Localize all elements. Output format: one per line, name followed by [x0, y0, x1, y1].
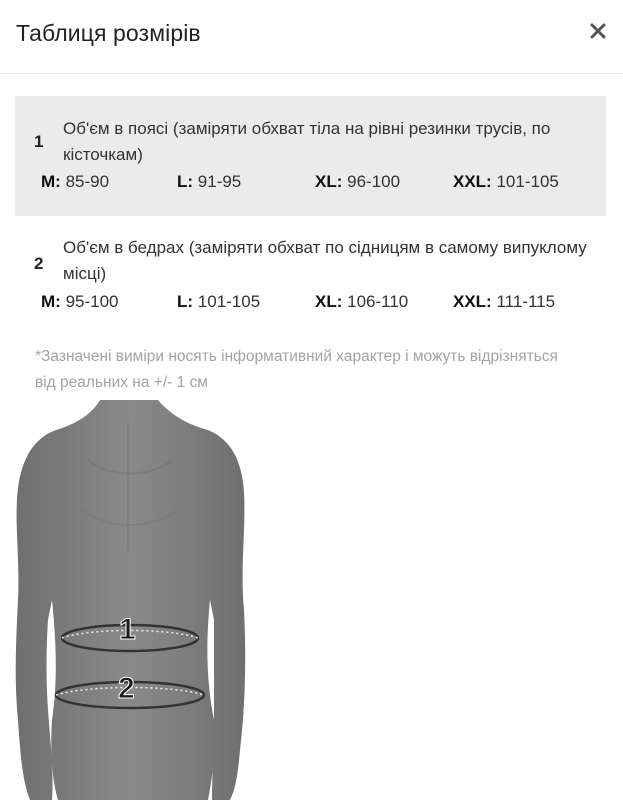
body-silhouette — [0, 400, 260, 800]
size-label: XL: — [315, 292, 343, 311]
size-xxl — [453, 172, 559, 192]
measurement-row-hips — [15, 228, 606, 328]
measurement-row-waist — [15, 96, 606, 216]
measurement-description: Об'єм в бедрах (заміряти обхват по сідницям в самому випуклому місці) — [63, 238, 587, 283]
size-value: 111-115 — [496, 292, 556, 311]
marker-2: 2 — [118, 672, 135, 705]
close-icon[interactable] — [590, 23, 606, 39]
size-label: M: — [41, 172, 61, 191]
size-label: XXL: — [453, 172, 492, 191]
size-value: 91-95 — [197, 172, 242, 191]
size-label: L: — [177, 172, 194, 191]
measurement-number: 2 — [34, 254, 44, 273]
measurement-description: Об'єм в поясі (заміряти обхват тіла на рівні резинки трусів, по кісточкам) — [63, 119, 551, 164]
size-m — [41, 172, 109, 192]
size-xl — [315, 292, 408, 312]
size-value: 101-105 — [197, 292, 261, 311]
size-label: XL: — [315, 172, 343, 191]
modal-title: Таблиця розмірів — [16, 20, 201, 46]
size-m — [41, 292, 119, 312]
size-xxl — [453, 292, 555, 312]
size-l — [177, 172, 241, 192]
silhouette-body — [16, 400, 246, 800]
close-button[interactable] — [585, 18, 611, 44]
marker-1: 1 — [119, 613, 136, 646]
disclaimer-note: *Зазначені виміри носять інформативний характер і можуть відрізняться від реальних на +/- 1 см — [35, 348, 558, 391]
size-l — [177, 292, 260, 312]
body-silhouette-figure — [0, 400, 260, 800]
size-value: 96-100 — [347, 172, 401, 191]
modal-header — [0, 0, 623, 74]
size-label: M: — [41, 292, 61, 311]
size-value: 106-110 — [347, 292, 409, 311]
size-value: 101-105 — [496, 172, 559, 191]
size-label: XXL: — [453, 292, 492, 311]
size-label: L: — [177, 292, 194, 311]
size-value: 95-100 — [65, 292, 119, 311]
size-value: 85-90 — [65, 172, 110, 191]
measurement-number: 1 — [34, 132, 44, 151]
size-xl — [315, 172, 400, 192]
